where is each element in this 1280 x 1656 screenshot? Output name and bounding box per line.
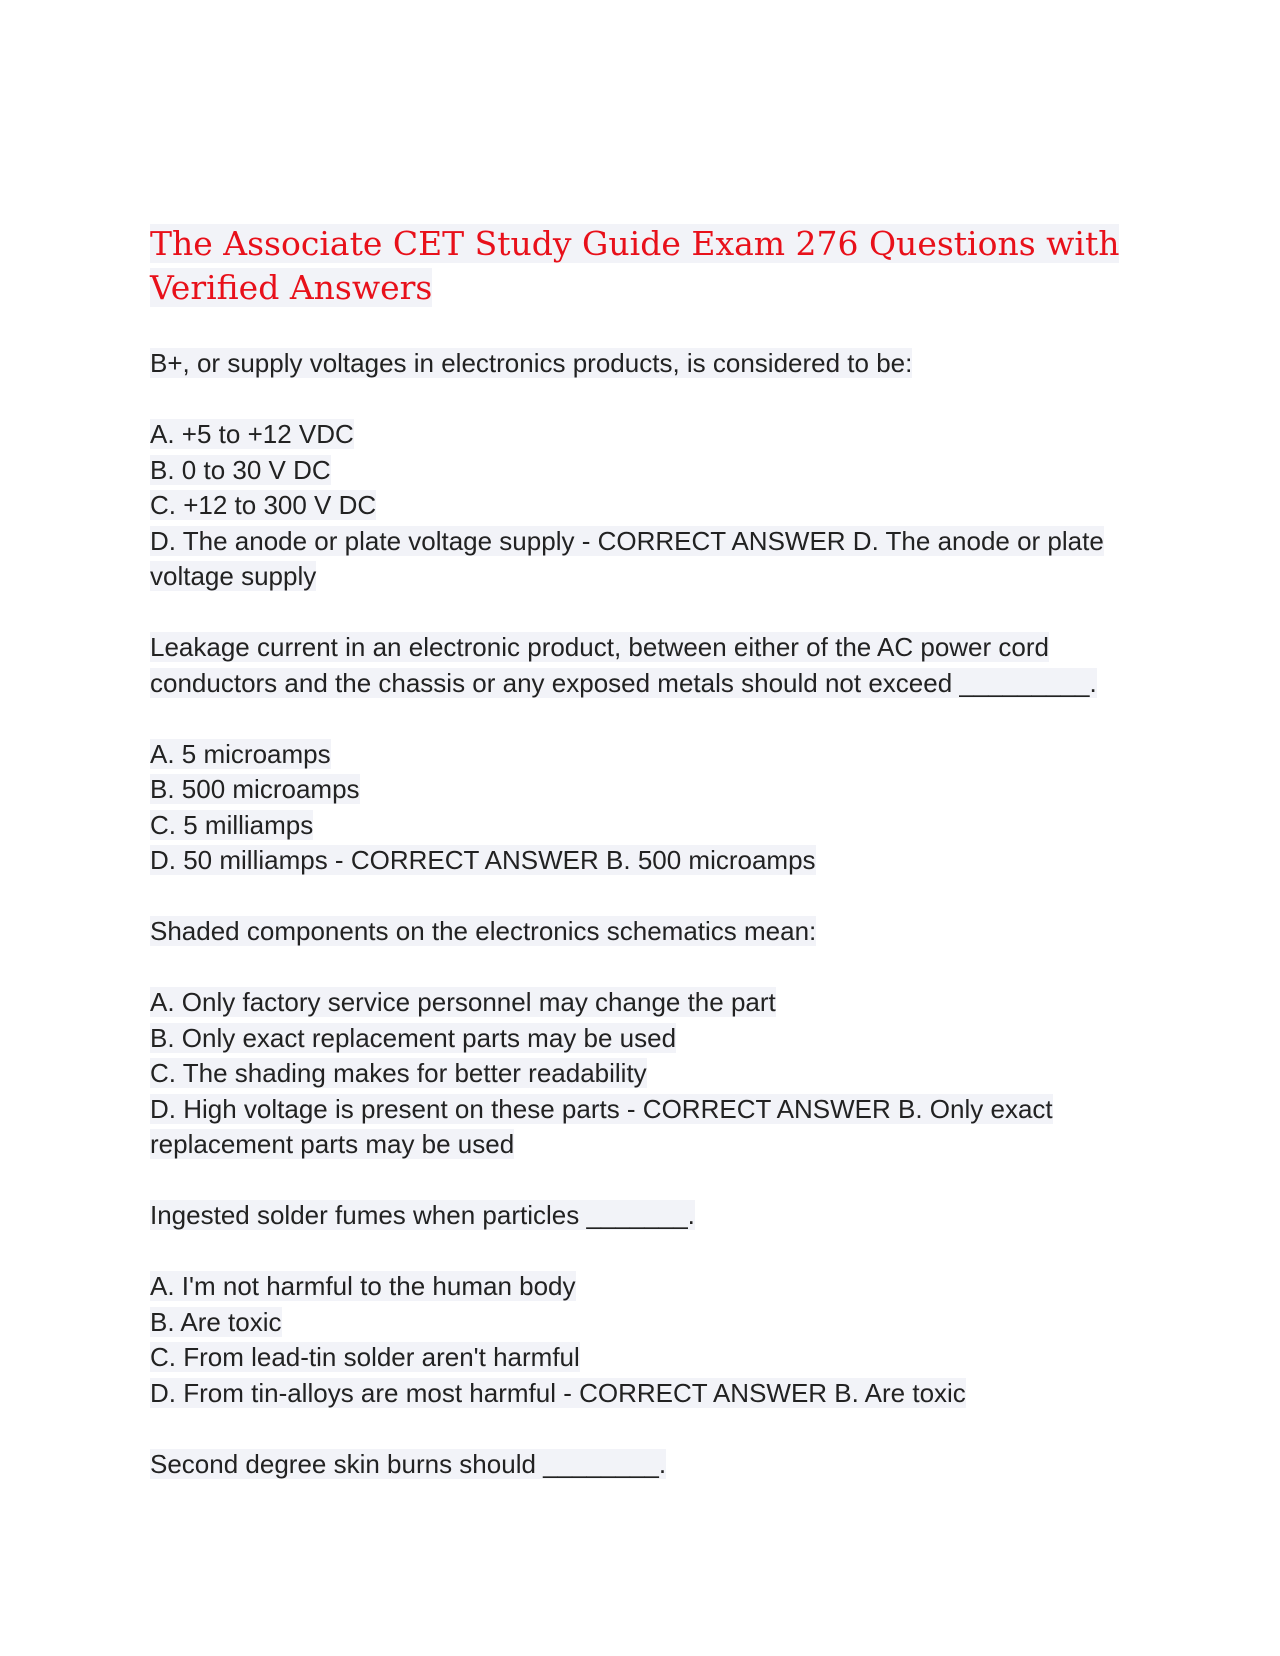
option-d-with-answer: D. The anode or plate voltage supply - CORRECT ANSWER D. The anode or plate voltage supply <box>150 525 1104 591</box>
option-b: B. Are toxic <box>150 1306 282 1337</box>
answer-options <box>150 737 1130 879</box>
option-b: B. Only exact replacement parts may be used <box>150 1022 677 1053</box>
question-prompt: Second degree skin burns should ________. <box>150 1448 667 1479</box>
question-prompt: Shaded components on the electronics schematics mean: <box>150 916 817 946</box>
question-prompt: Ingested solder fumes when particles _______. <box>150 1200 695 1230</box>
option-d-with-answer: D. From tin-alloys are most harmful - CORRECT ANSWER B. Are toxic <box>150 1377 966 1408</box>
option-c: C. The shading makes for better readability <box>150 1058 647 1088</box>
question-prompt: B+, or supply voltages in electronics products, is considered to be: <box>150 348 913 378</box>
question-block-2 <box>150 630 1130 879</box>
question-block-4 <box>150 1198 1130 1411</box>
option-c: C. +12 to 300 V DC <box>150 490 377 520</box>
question-block-5 <box>150 1447 1130 1483</box>
answer-options <box>150 417 1130 595</box>
document-title: The Associate CET Study Guide Exam 276 Questions with Verified Answers <box>150 224 1120 307</box>
option-a: A. Only factory service personnel may change the part <box>150 987 776 1017</box>
option-b: B. 500 microamps <box>150 774 360 804</box>
answer-options <box>150 985 1130 1163</box>
option-a: A. +5 to +12 VDC <box>150 419 354 449</box>
option-d-with-answer: D. 50 milliamps - CORRECT ANSWER B. 500 microamps <box>150 845 816 875</box>
option-c: C. From lead-tin solder aren't harmful <box>150 1342 580 1372</box>
option-b: B. 0 to 30 V DC <box>150 454 331 485</box>
option-a: A. I'm not harmful to the human body <box>150 1271 576 1301</box>
answer-options <box>150 1269 1130 1411</box>
question-block-3 <box>150 914 1130 1163</box>
option-c: C. 5 milliamps <box>150 809 314 840</box>
question-prompt: Leakage current in an electronic product, between either of the AC power cord conductors and the chassis or any exposed metals should not exceed _________. <box>150 632 1097 698</box>
question-block-1 <box>150 346 1130 595</box>
option-a: A. 5 microamps <box>150 738 331 769</box>
option-d-with-answer: D. High voltage is present on these parts - CORRECT ANSWER B. Only exact replacement parts may be used <box>150 1093 1053 1159</box>
document-page <box>150 222 1130 1518</box>
